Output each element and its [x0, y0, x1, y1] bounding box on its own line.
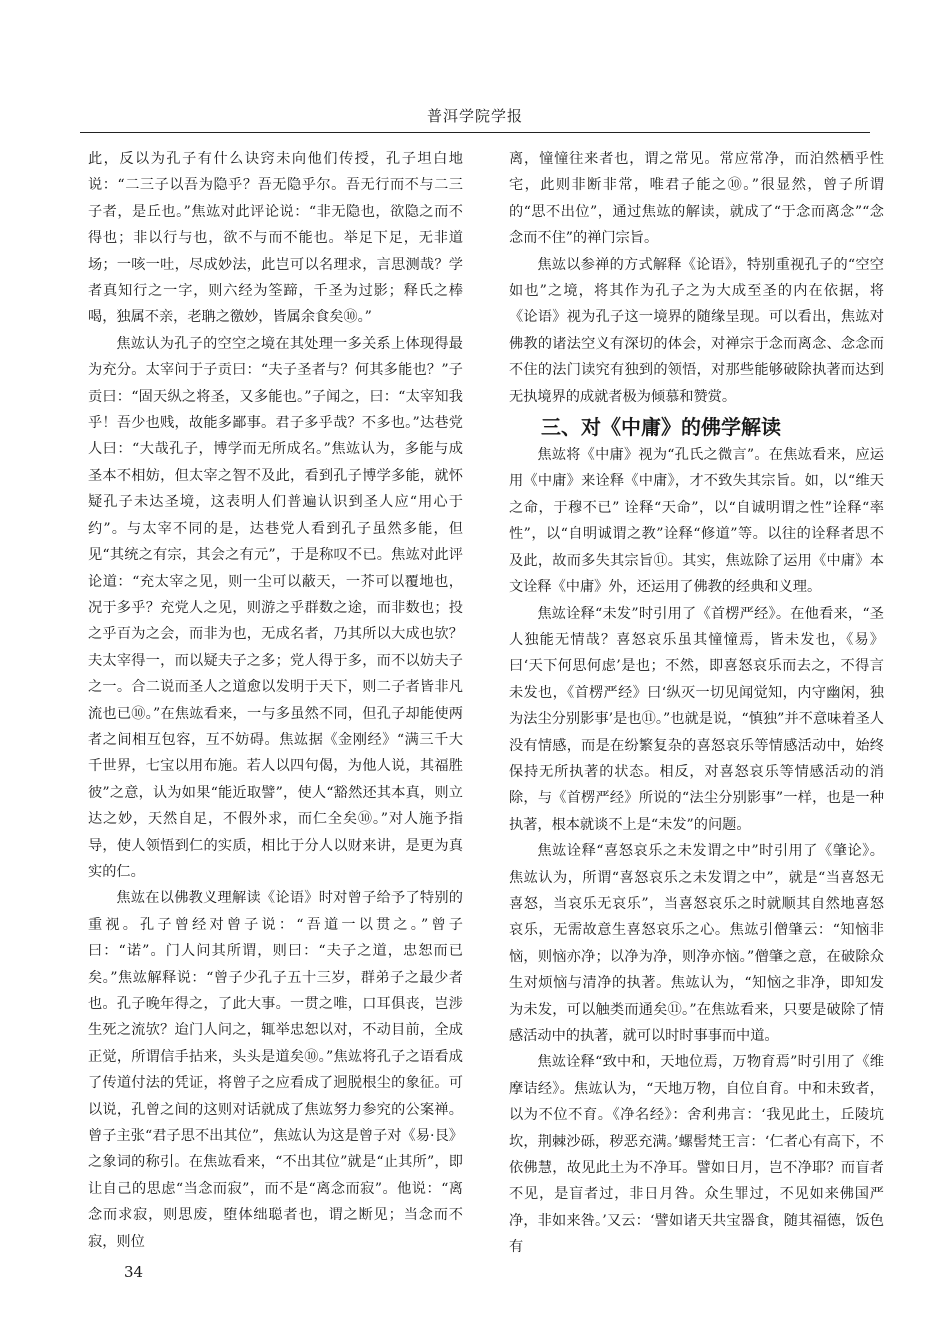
paragraph: 焦竑认为孔子的空空之境在其处理一多关系上体现得最为充分。太宰问于子贡曰：“夫子圣者与？何其多能也？”子贡曰：“固天纵之将圣，又多能也。”子闻之，曰：“太宰知我乎！吾少也贱，故能多鄙事。君子多乎哉？不多也。”达巷党人曰：“大哉孔子，博学而无所成名。”焦竑认为，多能与成圣本不相妨，但太宰之智不及此，看到孔子博学多能，就怀疑孔子未达圣境，这表明人们普遍认识到圣人应“用心于约”。与太宰不同的是，达巷党人看到孔子虽然多能，但见“其统之有宗，其会之有元”，于是称叹不已。焦竑对此评论道：“充太宰之见，则一尘可以蔽天，一芥可以覆地也，况于多乎？充党人之见，则游之乎群数之途，而非数也；投之乎百为之会，而非为也，无成名者，乃其所以大成也欤？夫太宰得一，而以疑夫子之多；党人得于多，而不以妨夫子之一。合二说而圣人之道愈以发明于天下，则二子者皆非凡流也已⑩。”在焦竑看来，一与多虽然不同，但孔子却能使两者之间相互包容，互不妨碍。焦竑据《金刚经》“满三千大千世界，七宝以用布施。若人以四句偈，为他人说，其福胜彼”之意，认为如果“能近取譬”，使人“豁然还其本真，则立达之妙，天然自足，不假外求，而仁全矣⑩。”对人施予指导，使人领悟到仁的实质，相比于分人以财来讲，是更为真实的仁。	[88, 335, 463, 880]
page-number: 34	[124, 1263, 144, 1281]
paragraph: 此，反以为孔子有什么诀窍未向他们传授，孔子坦白地说：“二三子以吾为隐乎？吾无隐乎尔。吾无行而不与二三子者，是丘也。”焦竑对此评论说：“非无隐也，欲隐之而不得也；非以行与也，欲不与而不能也。举足下足，无非道场；一咳一吐，尽成妙法，此岂可以名理求，言思测哉？学者真知行之一字，则六经为筌蹄，千圣为过影；释氏之棒喝，独属不亲，老聃之徼妙，皆属余食矣⑩。”	[88, 151, 463, 326]
running-header	[80, 100, 870, 133]
paragraph: 离，憧憧往来者也，谓之常见。常应常净，而泊然栖乎性宅，此则非断非常，唯君子能之⑩。”很显然，曾子所谓的“思不出位”，通过焦竑的解读，就成了“于念而离念”“念念而不住”的禅门宗旨。	[509, 151, 884, 247]
paragraph: 焦竑在以佛教义理解读《论语》时对曾子给予了特别的重视。孔子曾经对曾子说：“吾道一以贯之。”曾子曰：“诺”。门人问其所谓，则曰：“夫子之道，忠恕而已矣。”焦竑解释说：“曾子少孔子五十三岁，群弟子之最少者也。孔子晚年得之，了此大事。一贯之唯，口耳俱丧，岂涉生死之流欤？迨门人问之，辄举忠恕以对，不动目前，全成正觉，所谓信手拈来，头头是道矣⑩。”焦竑将孔子之语看成了传道付法的凭证，将曾子之应看成了迥脱根尘的象征。可以说，孔曾之间的这则对话就成了焦竑努力参究的公案禅。曾子主张“君子思不出其位”，焦竑认为这是曾子对《易·艮》之象词的称引。在焦竑看来，“不出其位”就是“止其所”，即让自己的思虑“当念而寂”，而不是“离念而寂”。他说：“离念而求寂，则思废，堕体绌聪者也，谓之断见；当念而不寂，则位	[88, 890, 463, 1250]
journal-title: 普洱学院学报	[426, 107, 523, 125]
paragraph: 焦竑以参禅的方式解释《论语》，特别重视孔子的“空空如也”之境，将其作为孔子之为大成至圣的内在依据，将《论语》视为孔子这一境界的随缘呈现。可以看出，焦竑对佛教的诸法空义有深切的体会，对禅宗于念而离念、念念而不住的法门读究有独到的领悟，对那些能够破除执著而达到无执境界的成就者极为倾慕和赞赏。	[509, 256, 884, 405]
right-column	[509, 146, 884, 1261]
paragraph: 焦竑将《中庸》视为“孔氏之微言”。在焦竑看来，应运用《中庸》来诠释《中庸》，才不致失其宗旨。如，以“维天之命，于穆不已” 诠释“天命”，以“自诚明谓之性”诠释“率性”，以“自明诚谓之教”诠释“修道”等。以往的诠释者思不及此，故而多失其宗旨⑪。其实，焦竑除了运用《中庸》本文诠释《中庸》外，还运用了佛教的经典和义理。	[509, 447, 884, 596]
paragraph: 焦竑诠释“未发”时引用了《首楞严经》。在他看来，“圣人独能无情哉？喜怒哀乐虽其憧憧焉，皆未发也，《易》曰‘天下何思何虑’是也；不然，即喜怒哀乐而去之，不得言未发也，《首楞严经》曰‘纵灭一切见闻觉知，内守幽闲，独为法尘分别影事’是也⑪。”也就是说，“慎独”并不意味着圣人没有情感，而是在纷繁复杂的喜怒哀乐等情感活动中，始终保持无所执著的状态。相反，对喜怒哀乐等情感活动的消除，与《首楞严经》所说的“法尘分别影事”一样，也是一种执著，根本就谈不上是“未发”的问题。	[509, 605, 884, 833]
section-heading: 三、对《中庸》的佛学解读	[541, 415, 781, 440]
left-column	[88, 146, 463, 1255]
paragraph: 焦竑诠释“致中和，天地位焉，万物育焉”时引用了《维摩诘经》。焦竑认为，“天地万物，自位自育。中和未致者，以为不位不育。《净名经》：舍利弗言：‘我见此土，丘陵坑坎，荆棘沙砾，秽恶充满。’螺髻梵王言：‘仁者心有高下，不依佛慧，故见此土为不净耳。譬如日月，岂不净耶？而盲者不见，是盲者过，非日月咎。众生罪过，不见如来佛国严净，非如来咎。’又云：‘譬如诸天共宝器食，随其福德，饭色有	[509, 1054, 884, 1256]
paragraph: 焦竑诠释“喜怒哀乐之未发谓之中”时引用了《肇论》。焦竑认为，所谓“喜怒哀乐之未发谓之中”，就是“当喜怒无喜怒，当哀乐无哀乐”，当喜怒哀乐之时就顺其自然地喜怒哀乐，无需故意生喜怒哀乐之心。焦竑引僧肇云：“知恼非恼，则恼亦净；以净为净，则净亦恼。”僧肇之意，在破除众生对烦恼与清净的执著。焦竑认为，“知恼之非净，即知发为未发，可以触类而通矣⑪。”在焦竑看来，只要是破除了情感活动中的执著，就可以时时事事而中道。	[509, 843, 884, 1044]
